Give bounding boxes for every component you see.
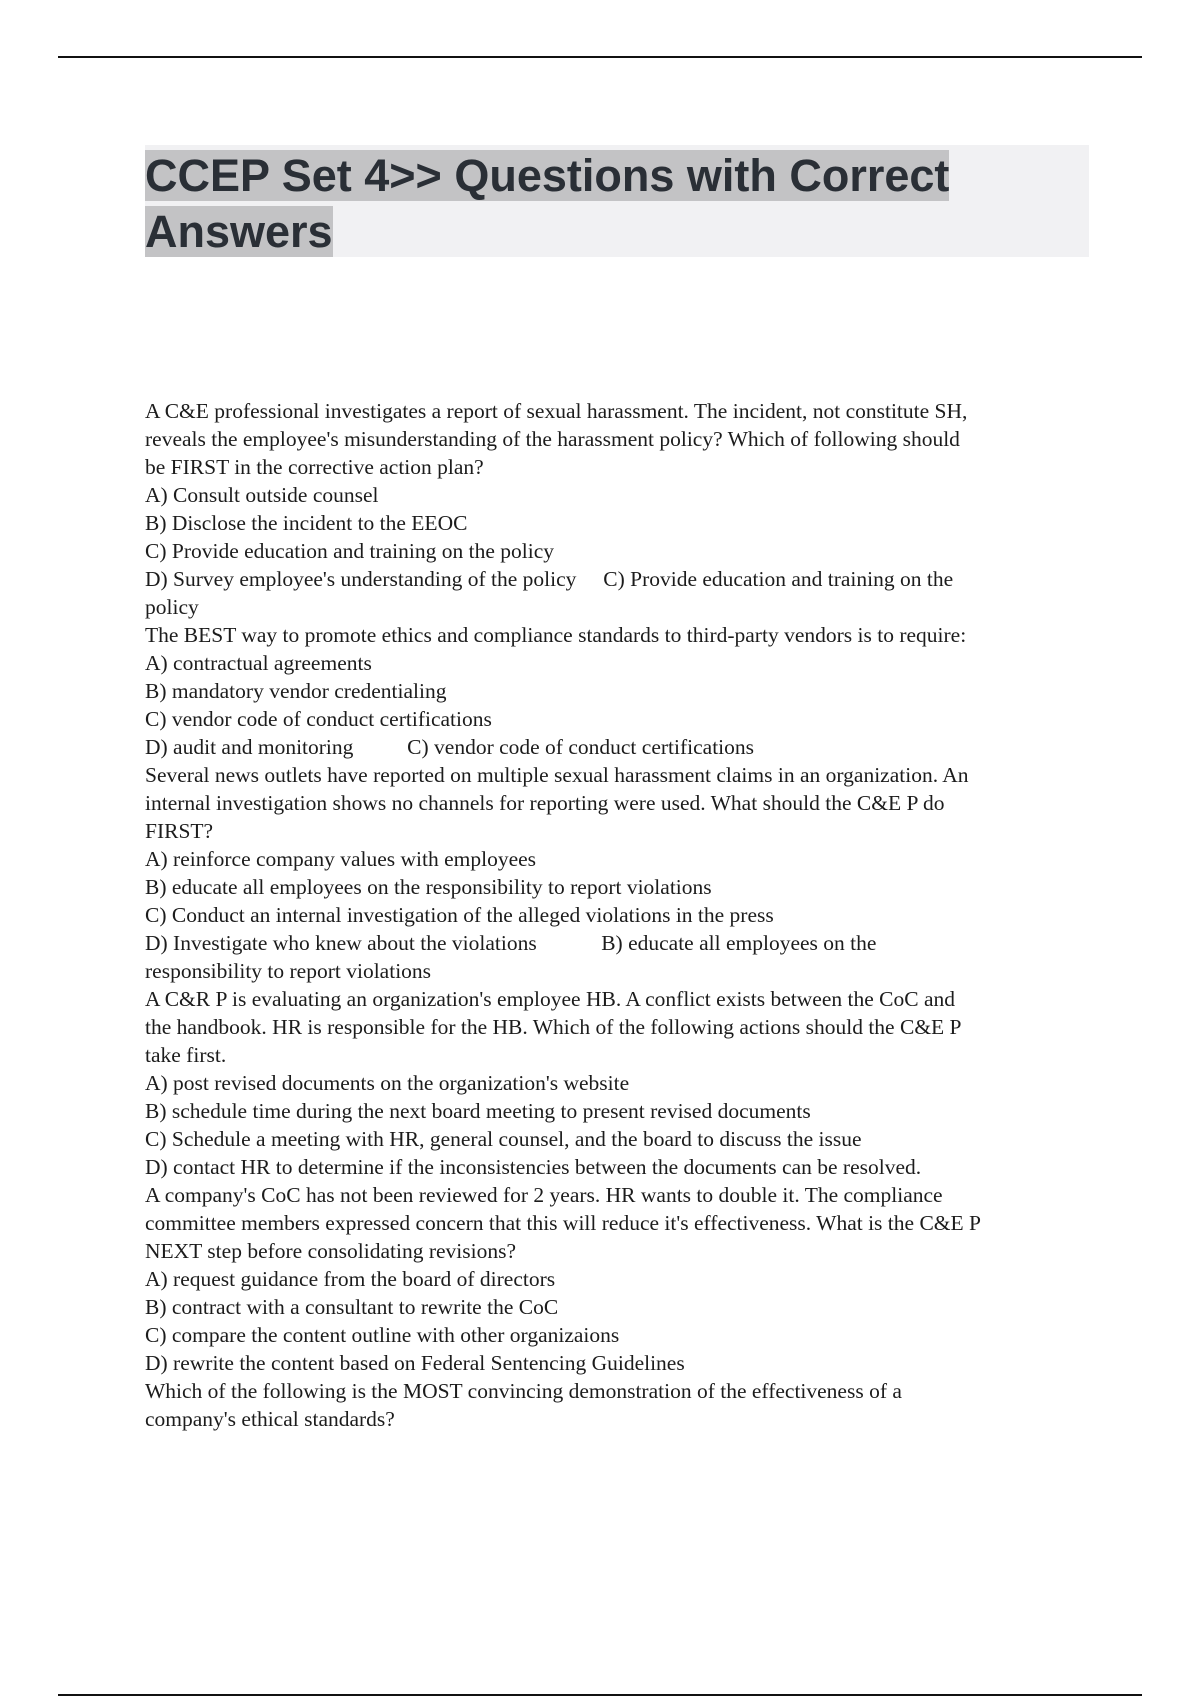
text-line: B) mandatory vendor credentialing <box>145 679 447 703</box>
text-line: A company's CoC has not been reviewed for 2 years. HR wants to double it. The compliance <box>145 1183 943 1207</box>
text-line: be FIRST in the corrective action plan? <box>145 455 484 479</box>
text-line: A) Consult outside counsel <box>145 483 379 507</box>
text-line: NEXT step before consolidating revisions? <box>145 1239 516 1263</box>
text-line: Several news outlets have reported on multiple sexual harassment claims in an organization. An <box>145 763 969 787</box>
document-title: CCEP Set 4>> Questions with Correct Answers <box>145 150 950 257</box>
text-line: B) contract with a consultant to rewrite the CoC <box>145 1295 559 1319</box>
top-rule <box>58 56 1142 58</box>
text-line: D) Investigate who knew about the violations B) educate all employees on the <box>145 931 877 955</box>
text-line: A) post revised documents on the organization's website <box>145 1071 630 1095</box>
text-line: A C&E professional investigates a report of sexual harassment. The incident, not constitute SH, <box>145 399 968 423</box>
text-line: committee members expressed concern that this will reduce it's effectiveness. What is the C&E P <box>145 1211 981 1235</box>
bottom-rule <box>58 1694 1142 1696</box>
text-line: A) request guidance from the board of directors <box>145 1267 556 1291</box>
text-line: C) Schedule a meeting with HR, general counsel, and the board to discuss the issue <box>145 1127 862 1151</box>
text-line: D) contact HR to determine if the inconsistencies between the documents can be resolved. <box>145 1155 922 1179</box>
document-body <box>145 397 1090 1433</box>
text-line: A) contractual agreements <box>145 651 372 675</box>
text-line: the handbook. HR is responsible for the HB. Which of the following actions should the C&E P <box>145 1015 962 1039</box>
text-line: C) Provide education and training on the policy <box>145 539 555 563</box>
text-line: take first. <box>145 1043 227 1067</box>
text-line: policy <box>145 595 199 619</box>
text-line: A) reinforce company values with employees <box>145 847 537 871</box>
text-line: D) rewrite the content based on Federal Sentencing Guidelines <box>145 1351 685 1375</box>
text-line: internal investigation shows no channels for reporting were used. What should the C&E P do <box>145 791 945 815</box>
text-line: C) vendor code of conduct certifications <box>145 707 492 731</box>
text-line: C) compare the content outline with other organizaions <box>145 1323 620 1347</box>
text-line: FIRST? <box>145 819 214 843</box>
text-line: D) audit and monitoring C) vendor code of conduct certifications <box>145 735 755 759</box>
text-line: The BEST way to promote ethics and compliance standards to third-party vendors is to require: <box>145 623 967 647</box>
text-line: A C&R P is evaluating an organization's employee HB. A conflict exists between the CoC and <box>145 987 955 1011</box>
text-line: B) educate all employees on the responsibility to report violations <box>145 875 712 899</box>
text-line: D) Survey employee's understanding of the policy C) Provide education and training on the <box>145 567 954 591</box>
text-line: Which of the following is the MOST convincing demonstration of the effectiveness of a <box>145 1379 902 1403</box>
text-line: C) Conduct an internal investigation of the alleged violations in the press <box>145 903 774 927</box>
text-line: company's ethical standards? <box>145 1407 395 1431</box>
text-line: B) schedule time during the next board meeting to present revised documents <box>145 1099 811 1123</box>
text-line: B) Disclose the incident to the EEOC <box>145 511 468 535</box>
text-line: responsibility to report violations <box>145 959 432 983</box>
text-line: reveals the employee's misunderstanding of the harassment policy? Which of following should <box>145 427 960 451</box>
